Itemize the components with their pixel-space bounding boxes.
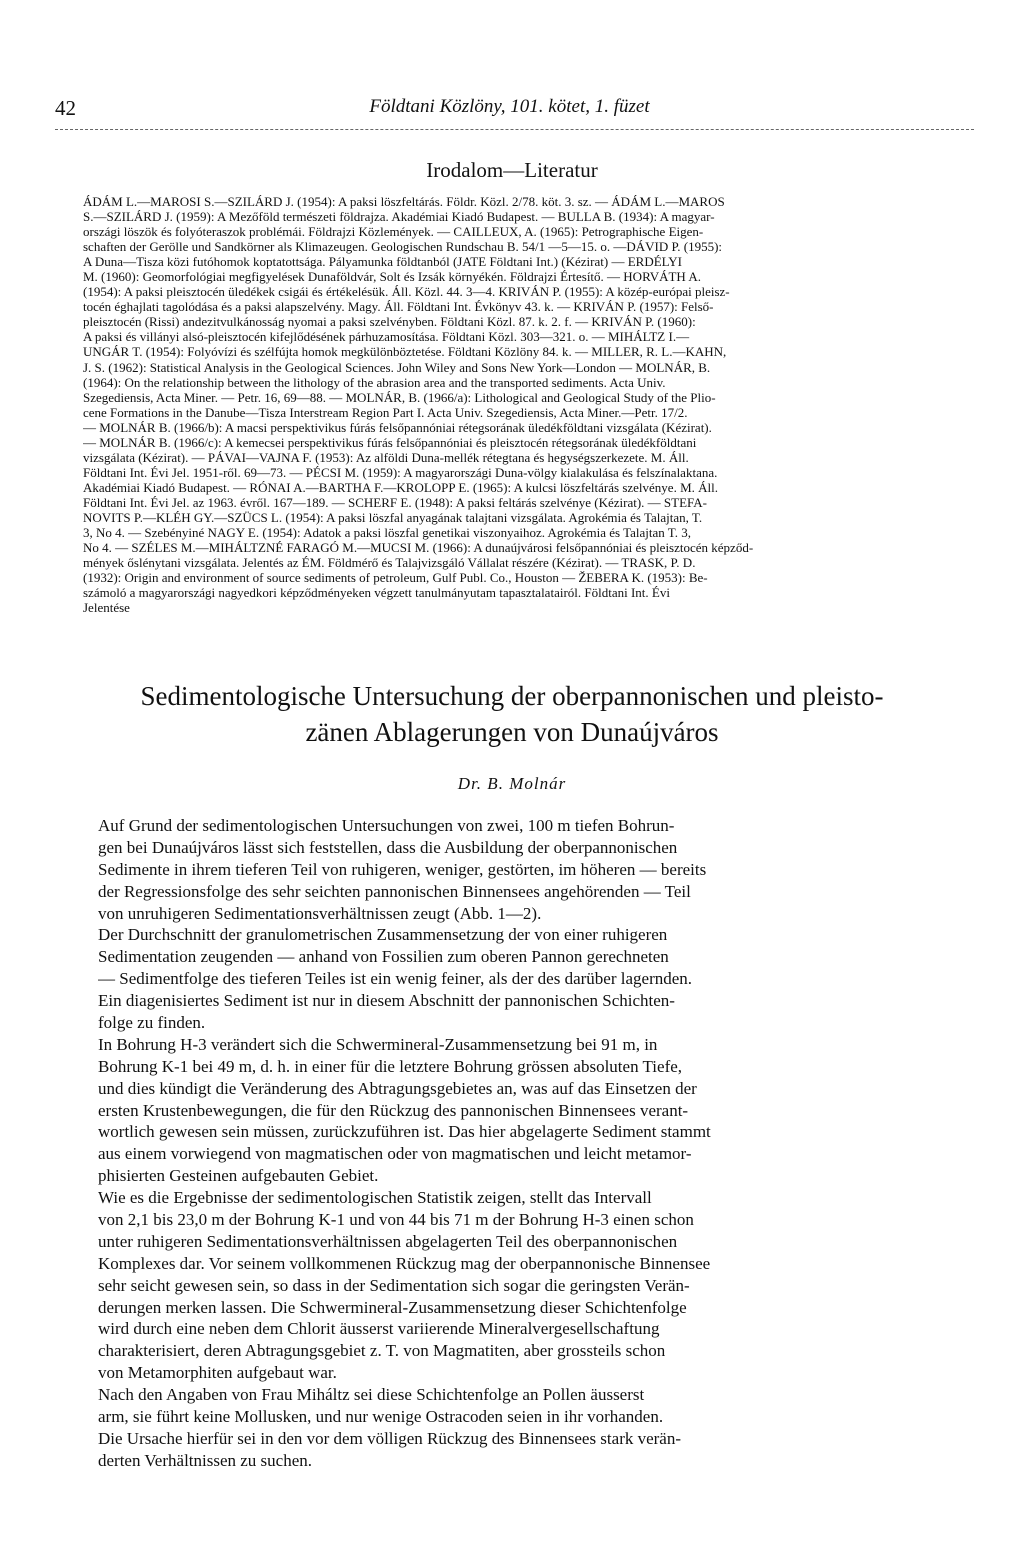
body-line: Die Ursache hierfür sei in den vor dem völligen Rückzug des Binnensees stark verän- (98, 1428, 682, 1448)
reference-line: (1954): A paksi pleisztocén üledékek csigái és értékelésük. Áll. Közl. 44. 3—4. KRIVÁN P. (1955): A közép-európai pleisz- (83, 284, 730, 300)
reference-line: cene Formations in the Danube—Tisza Interstream Region Part I. Acta Univ. Szegediensis, Acta Miner.—Petr. 17/2. (83, 404, 688, 420)
body-line: gen bei Dunaújváros lässt sich feststellen, dass die Ausbildung der oberpannonischen (98, 837, 678, 857)
reference-line: Jelentése (83, 600, 130, 616)
header-rule (55, 129, 974, 130)
reference-line: schaften der Gerölle und Sandkörner als Klimazeugen. Geologischen Rundschau B. 54/1 —5—15. o. —DÁVID P. (1955): (83, 239, 723, 255)
article-title-line: Sedimentologische Untersuchung der oberpannonischen und pleisto- (140, 681, 884, 711)
reference-line: Szegediensis, Acta Miner. — Petr. 16, 69—88. — MOLNÁR, B. (1966/a): Lithological and Geological Study of the Plio- (83, 389, 716, 405)
reference-line: vizsgálata (Kézirat). — PÁVAI—VAJNA F. (1953): Az alföldi Duna-mellék rétegtana és hegységszerkezete. M. Áll. (83, 449, 689, 465)
reference-line: tocén éghajlati tagolódása és a paksi alapszelvény. Magy. Áll. Földtani Int. Évkönyv 43. k. — KRIVÁN P. (1957): Felső- (83, 299, 714, 315)
body-line: Sedimentation zeugenden — anhand von Fossilien zum oberen Pannon gerechneten (98, 947, 669, 967)
body-line: Sedimente in ihrem tieferen Teil von ruhigeren, weniger, gestörten, im höheren — bereits (98, 859, 707, 879)
body-line: folge zu finden. (98, 1013, 206, 1033)
reference-line: 3, No 4. — Szebényiné NAGY E. (1954): Adatok a paksi löszfal genetikai viszonyaihoz. Agrokémia és Talajtan T. 3, (83, 525, 692, 541)
article-title (0, 678, 1024, 750)
reference-line: NOVITS P.—KLÉH GY.—SZÜCS L. (1954): A paksi löszfal anyagának talajtani vizsgálata. Agrokémia és Talajtan, T. (83, 509, 703, 525)
body-line: charakterisiert, deren Abtragungsgebiet z. T. von Magmatiten, aber grossteils schon (98, 1341, 666, 1361)
body-line: von Metamorphiten aufgebaut war. (98, 1363, 337, 1383)
body-line: phisierten Gesteinen aufgebauten Gebiet. (98, 1166, 379, 1186)
reference-line: A paksi és villányi alsó-pleisztocén kifejlődésének párhuzamosítása. Földtani Közl. 303—321. o. — MIHÁLTZ I.— (83, 329, 690, 345)
body-line: unter ruhigeren Sedimentationsverhältnissen abgelagerten Teil des oberpannonischen (98, 1231, 678, 1251)
reference-line: (1964): On the relationship between the lithology of the abrasion area and the transported sediments. Acta Univ. (83, 374, 666, 390)
running-head (55, 96, 964, 128)
reference-line: Földtani Int. Évi Jel. 1951-ről. 69—73. — PÉCSI M. (1959): A magyarországi Duna-völgy kialakulása és felszínalaktana. (83, 464, 718, 480)
reference-line: Földtani Int. Évi Jel. az 1963. évről. 167—189. — SCHERF E. (1948): A paksi feltárás szelvénye (Kézirat). — STEFA- (83, 494, 708, 510)
body-line: sehr seicht gewesen sein, so dass in der Sedimentation sich sogar die geringsten Verän- (98, 1275, 690, 1295)
section-heading: Irodalom—Literatur (426, 158, 598, 182)
body-line: In Bohrung H-3 verändert sich die Schwermineral-Zusammensetzung bei 91 m, in (98, 1034, 658, 1054)
reference-line: UNGÁR T. (1954): Folyóvízi és szélfújta homok megkülönböztetése. Földtani Közlöny 84. k. — MILLER, R. L.—KAHN, (83, 344, 727, 360)
page-number: 42 (55, 96, 76, 120)
body-line: Nach den Angaben von Frau Miháltz sei diese Schichtenfolge an Pollen äusserst (98, 1385, 645, 1405)
reference-line: pleisztocén (Rissi) andezitvulkánosság nyomai a paksi szelvényben. Földtani Közl. 87. k. 2. f. — KRIVÁN P. (1960): (83, 314, 696, 330)
reference-line: Akadémiai Kiadó Budapest. — RÓNAI A.—BARTHA F.—KROLOPP E. (1965): A kulcsi löszfeltárás szelvénye. M. Áll. (83, 479, 718, 495)
article-author: Dr. B. Molnár (457, 774, 567, 793)
body-line: aus einem vorwiegend von magmatischen oder von magmatischen und leicht metamor- (98, 1144, 692, 1164)
reference-line: (1932): Origin and environment of source sediments of petroleum, Gulf Publ. Co., Houston — ŽEBERA K. (1953): Be- (83, 570, 708, 586)
reference-line: J. S. (1962): Statistical Analysis in the Geological Sciences. John Wiley and Sons New York—London — MOLNÁR, B. (83, 359, 711, 375)
reference-line: országi löszök és folyóteraszok problémái. Földrajzi Közlemények. — CAILLEUX, A. (1965): Petrographische Eigen- (83, 224, 704, 240)
body-line: derungen merken lassen. Die Schwermineral-Zusammensetzung dieser Schichtenfolge (98, 1297, 687, 1317)
body-line: von 2,1 bis 23,0 m der Bohrung K-1 und von 44 bis 71 m der Bohrung H-3 einen schon (98, 1210, 694, 1230)
body-line: von unruhigeren Sedimentationsverhältnissen zeugt (Abb. 1—2). (98, 903, 542, 923)
body-line: derten Verhältnissen zu suchen. (98, 1450, 313, 1470)
reference-line: — MOLNÁR B. (1966/c): A kemecsei perspektivikus fúrás felsőpannóniai és pleisztocén rétegsorának üledékföldtani (83, 434, 697, 450)
body-line: — Sedimentfolge des tieferen Teiles ist ein wenig feiner, als der des darüber lagernden. (98, 969, 693, 989)
body-line: Bohrung K-1 bei 49 m, d. h. in einer für die letztere Bohrung grössen absoluten Tiefe, (98, 1056, 683, 1076)
reference-line: A Duna—Tisza közi futóhomok koptatottsága. Pályamunka földtanból (JATE Földtani Int.) (Kézirat) — ERDÉLYI (83, 254, 683, 270)
body-line: Auf Grund der sedimentologischen Untersuchungen von zwei, 100 m tiefen Bohrun- (98, 816, 675, 835)
reference-line: mények őslénytani vizsgálata. Jelentés az ÉM. Földmérő és Talajvizsgáló Vállalat részére (Kézirat). — TRASK, P. D. (83, 555, 696, 571)
article-title-line: zänen Ablagerungen von Dunaújváros (305, 717, 719, 747)
reference-line: számoló a magyarországi nagyedkori képződményeken végzett tanulmányutam tapasztalatairól. Földtani Int. Évi (83, 585, 670, 601)
body-line: der Regressionsfolge des sehr seichten pannonischen Binnensees angehörenden — Teil (98, 881, 691, 901)
reference-line: M. (1960): Geomorfológiai megfigyelések Dunaföldvár, Solt és Izsák környékén. Földrajzi Értesítő. — HORVÁTH A. (83, 269, 701, 285)
body-line: Komplexes dar. Vor seinem vollkommenen Rückzug mag der oberpannonische Binnensee (98, 1253, 711, 1273)
reference-line: ÁDÁM L.—MAROSI S.—SZILÁRD J. (1954): A paksi löszfeltárás. Földr. Közl. 2/78. köt. 3. sz. — ÁDÁM L.—MAROS (83, 194, 725, 209)
body-line: wortlich gewesen sein müssen, zurückzuführen ist. Das hier abgelagerte Sediment stammt (98, 1122, 711, 1142)
reference-line: No 4. — SZÉLES M.—MIHÁLTZNÉ FARAGÓ M.—MUCSI M. (1966): A dunaújvárosi felsőpannóniai és pleisztocén képződ- (83, 540, 754, 556)
body-line: arm, sie führt keine Mollusken, und nur wenige Ostracoden seien in ihr vorhanden. (98, 1407, 664, 1427)
reference-list (83, 194, 941, 615)
body-line: und dies kündigt die Veränderung des Abtragungsgebietes an, was auf das Einsetzen der (98, 1078, 697, 1098)
body-line: Ein diagenisiertes Sediment ist nur in diesem Abschnitt der pannonischen Schichten- (98, 991, 675, 1011)
reference-line: S.—SZILÁRD J. (1959): A Mezőföld természeti földrajza. Akadémiai Kiadó Budapest. — BULLA B. (1934): A magyar- (83, 209, 715, 225)
body-line: Wie es die Ergebnisse der sedimentologischen Statistik zeigen, stellt das Intervall (98, 1188, 652, 1208)
body-line: Der Durchschnitt der granulometrischen Zusammensetzung der von einer ruhigeren (98, 925, 668, 945)
article-body (98, 815, 911, 1472)
body-line: wird durch eine neben dem Chlorit äusserst variierende Mineralvergesellschaftung (98, 1319, 660, 1339)
reference-line: — MOLNÁR B. (1966/b): A macsi perspektivikus fúrás felsőpannóniai rétegsorának üledékföldtani vizsgálata (Kézirat). (83, 419, 712, 435)
journal-reference: Földtani Közlöny, 101. kötet, 1. füzet (369, 96, 650, 117)
body-line: ersten Krustenbewegungen, die für den Rückzug des pannonischen Binnensees verant- (98, 1100, 689, 1120)
